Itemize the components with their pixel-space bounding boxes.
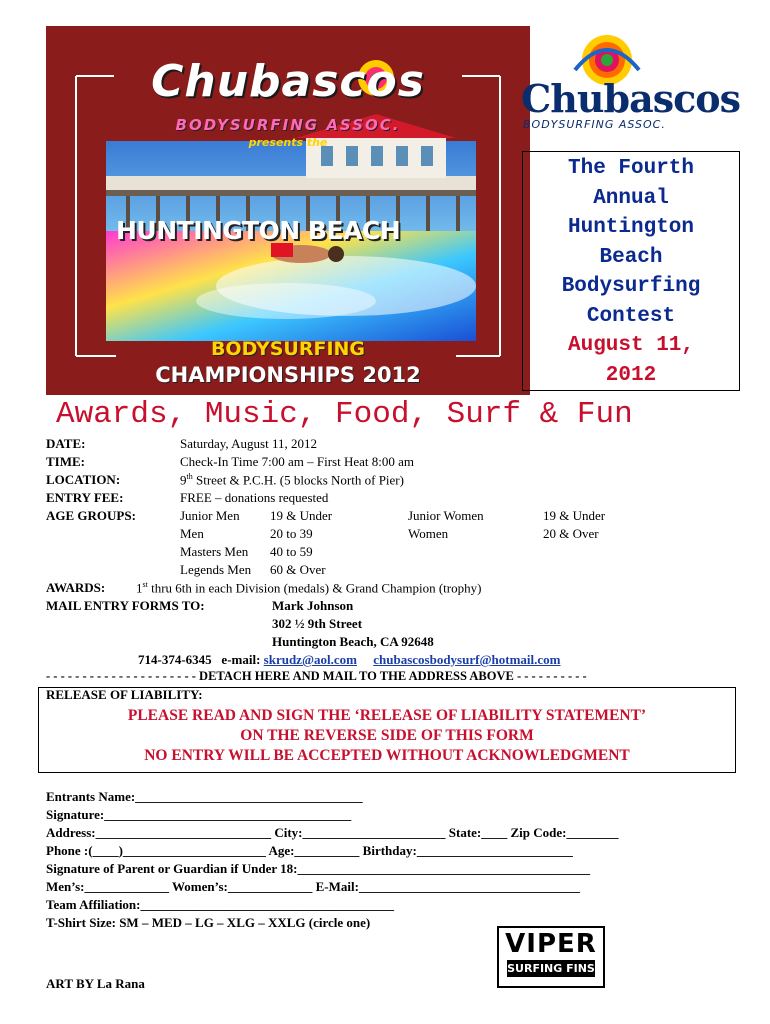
entrant-name-field[interactable]: Entrants Name:___________________________________ bbox=[46, 789, 363, 804]
mail-street: 302 ½ 9th Street bbox=[272, 616, 363, 631]
awards-label: AWARDS: bbox=[46, 580, 106, 595]
poster-assoc-text: BODYSURFING ASSOC. bbox=[175, 116, 401, 134]
age-group-name: Men bbox=[180, 526, 204, 541]
contact-line bbox=[138, 652, 561, 668]
time-label: TIME: bbox=[46, 454, 85, 469]
event-poster bbox=[46, 26, 530, 395]
age-group-name: Junior Women bbox=[408, 508, 484, 523]
poster-event-line2: CHAMPIONSHIPS 2012 bbox=[155, 363, 421, 387]
title-line: Annual bbox=[593, 186, 669, 210]
viper-brand: VIPER bbox=[505, 929, 597, 959]
mail-label: MAIL ENTRY FORMS TO: bbox=[46, 598, 205, 613]
logo-word: Chubascos bbox=[521, 76, 740, 121]
mail-name: Mark Johnson bbox=[272, 598, 354, 613]
email-label: e-mail: bbox=[221, 652, 261, 667]
age-group-range: 40 to 59 bbox=[270, 544, 313, 559]
date-value: Saturday, August 11, 2012 bbox=[180, 436, 317, 451]
age-groups-label: AGE GROUPS: bbox=[46, 508, 136, 523]
phone-number: 714-374-6345 bbox=[138, 652, 212, 667]
age-group-range: 20 & Over bbox=[543, 526, 599, 541]
parent-signature-field[interactable]: Signature of Parent or Guardian if Under 18:_____________________________________________ bbox=[46, 861, 590, 876]
age-group-range: 60 & Over bbox=[270, 562, 326, 577]
age-group-range: 19 & Under bbox=[270, 508, 333, 523]
poster-location-text: HUNTINGTON BEACH bbox=[116, 216, 401, 245]
fee-value: FREE – donations requested bbox=[180, 490, 329, 505]
location-label: LOCATION: bbox=[46, 472, 121, 487]
date-label: DATE: bbox=[46, 436, 86, 451]
art-credit: ART BY La Rana bbox=[46, 976, 145, 991]
release-line-2: ON THE REVERSE SIDE OF THIS FORM bbox=[240, 727, 534, 744]
chubascos-logo bbox=[515, 30, 740, 131]
title-line: Bodysurfing bbox=[561, 275, 701, 298]
title-date-line: 2012 bbox=[605, 363, 657, 387]
title-line: Huntington bbox=[567, 216, 695, 239]
fee-label: ENTRY FEE: bbox=[46, 490, 124, 505]
poster-event-line1: BODYSURFING bbox=[210, 338, 366, 360]
viper-logo bbox=[497, 926, 605, 988]
viper-sub: SURFING FINS bbox=[507, 962, 595, 975]
poster-presents-text: presents the bbox=[248, 136, 328, 149]
age-group-range: 20 to 39 bbox=[270, 526, 313, 541]
mail-city: Huntington Beach, CA 92648 bbox=[272, 634, 434, 649]
age-group-name: Legends Men bbox=[180, 562, 252, 577]
age-group-name: Junior Men bbox=[180, 508, 240, 523]
email-link-1[interactable]: skrudz@aol.com bbox=[263, 652, 357, 667]
phone-row[interactable]: Phone :(____)______________________ Age:__________ Birthday:________________________ bbox=[46, 843, 573, 858]
age-group-range: 19 & Under bbox=[543, 508, 606, 523]
detach-line: - - - - - - - - - - - - - - - - - - - - - DETACH HERE AND MAIL TO THE ADDRESS ABOVE - - - - - - - - - - bbox=[46, 669, 587, 683]
signature-field[interactable]: Signature:______________________________________ bbox=[46, 807, 352, 822]
time-value: Check-In Time 7:00 am – First Heat 8:00 am bbox=[180, 454, 414, 469]
title-date-line: August 11, bbox=[567, 334, 695, 357]
contest-title-box bbox=[522, 151, 740, 391]
tagline: Awards, Music, Food, Surf & Fun bbox=[56, 397, 633, 432]
title-line: Contest bbox=[586, 304, 676, 328]
release-label: RELEASE OF LIABILITY: bbox=[46, 687, 203, 702]
release-line-1: PLEASE READ AND SIGN THE ‘RELEASE OF LIABILITY STATEMENT’ bbox=[127, 707, 647, 724]
address-row[interactable]: Address:___________________________ City:______________________ State:____ Zip Code:________ bbox=[46, 825, 619, 840]
age-group-name: Masters Men bbox=[180, 544, 249, 559]
release-line-3: NO ENTRY WILL BE ACCEPTED WITHOUT ACKNOWLEDGMENT bbox=[144, 747, 630, 764]
age-group-name: Women bbox=[408, 526, 449, 541]
team-affiliation-field[interactable]: Team Affiliation:_______________________________________ bbox=[46, 897, 394, 912]
title-line: Beach bbox=[599, 245, 663, 269]
location-value: 9th Street & P.C.H. (5 blocks North of Pier) bbox=[180, 472, 404, 488]
title-line: The Fourth bbox=[567, 157, 695, 180]
email-link-2[interactable]: chubascosbodysurf@hotmail.com bbox=[373, 652, 561, 667]
tshirt-size-row[interactable]: T-Shirt Size: SM – MED – LG – XLG – XXLG (circle one) bbox=[46, 915, 371, 930]
mens-womens-email-row[interactable]: Men’s:_____________ Women’s:_____________ E-Mail:__________________________________ bbox=[46, 879, 580, 894]
poster-logo-text: Chubascos bbox=[151, 56, 425, 107]
logo-sub: BODYSURFING ASSOC. bbox=[523, 118, 666, 131]
awards-value: 1st thru 6th in each Division (medals) & Grand Champion (trophy) bbox=[136, 580, 482, 596]
